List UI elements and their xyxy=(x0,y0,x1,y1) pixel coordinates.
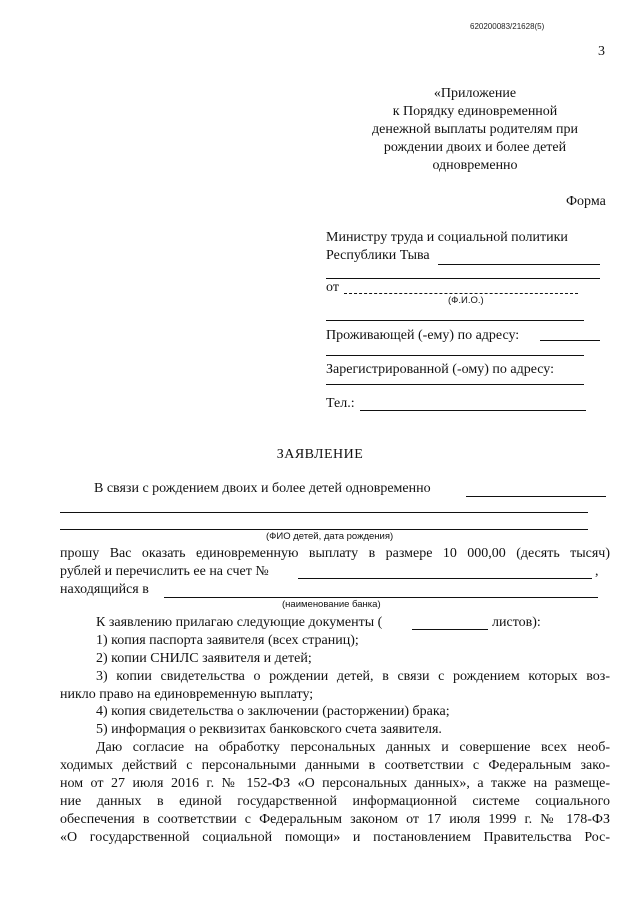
addressee-line-1: Министру труда и социальной политики xyxy=(326,230,568,245)
list-item: 4) копия свидетельства о заключении (расторжении) брака; xyxy=(96,704,450,719)
appendix-line-2: к Порядку единовременной xyxy=(392,104,558,119)
appendix-line-4: рождении двоих и более детей xyxy=(383,140,567,155)
children-caption: (ФИО детей, дата рождения) xyxy=(266,531,394,542)
consent-line: ном от 27 июля 2016 г. № 152-ФЗ «О персональных данных», а также на размеще- xyxy=(60,776,610,791)
page-number: 3 xyxy=(598,44,605,59)
attach-text-start: К заявлению прилагаю следующие документы ( xyxy=(96,615,383,630)
list-item: 1) копия паспорта заявителя (всех страниц); xyxy=(96,633,359,648)
list-item: никло право на единовременную выплату; xyxy=(60,687,314,702)
registered-field-line[interactable] xyxy=(326,384,584,385)
request-line-2-end: , xyxy=(595,564,599,579)
appendix-line-1: «Приложение xyxy=(433,86,517,101)
residing-field-line-2[interactable] xyxy=(326,355,584,356)
consent-line: ние данных в единой государственной информационной системе социального xyxy=(60,794,610,809)
consent-line: обеспечения в соответствии с Федеральным законом от 17 июля 1999 г. № 178-ФЗ xyxy=(60,812,610,827)
intro-field-line[interactable] xyxy=(466,496,606,497)
fio-field-line-2[interactable] xyxy=(326,320,584,321)
addressee-blank-line xyxy=(326,278,600,279)
sheets-count-line[interactable] xyxy=(412,629,488,630)
addressee-line-2: Республики Тыва xyxy=(326,248,430,263)
minister-name-line xyxy=(438,264,600,265)
list-item: 5) информация о реквизитах банковского счета заявителя. xyxy=(96,722,442,737)
request-line-3: находящийся в xyxy=(60,582,149,597)
form-label: Форма xyxy=(566,194,606,209)
children-field-line-2[interactable] xyxy=(60,529,588,530)
bank-field-line[interactable] xyxy=(164,597,598,598)
consent-line: Даю согласие на обработку персональных данных и совершение всех необ- xyxy=(96,740,610,755)
document-title: ЗАЯВЛЕНИЕ xyxy=(276,447,364,462)
phone-label: Тел.: xyxy=(326,396,355,411)
phone-field-line[interactable] xyxy=(360,410,586,411)
attach-text-end: листов): xyxy=(492,615,541,630)
appendix-line-3: денежной выплаты родителям при xyxy=(372,122,578,137)
consent-line: «О государственной социальной помощи» и постановлением Правительства Рос- xyxy=(60,830,610,845)
residing-field-line[interactable] xyxy=(540,340,600,341)
request-line-1: прошу Вас оказать единовременную выплату в размере 10 000,00 (десять тысяч) xyxy=(60,546,610,561)
account-field-line[interactable] xyxy=(298,578,592,579)
list-item: 3) копии свидетельства о рождении детей, в связи с рождением которых воз- xyxy=(96,669,610,684)
request-line-2: рублей и перечислить ее на счет № xyxy=(60,564,269,579)
consent-line: ходимых действий с персональными данными в соответствии с Федеральным зако- xyxy=(60,758,610,773)
appendix-line-5: одновременно xyxy=(432,158,518,173)
intro-text: В связи с рождением двоих и более детей одновременно xyxy=(94,481,431,496)
registered-label: Зарегистрированной (-ому) по адресу: xyxy=(326,362,554,377)
fio-field-line[interactable] xyxy=(344,293,578,294)
bank-caption: (наименование банка) xyxy=(282,599,381,610)
children-field-line-1[interactable] xyxy=(60,512,588,513)
document-code: 620200083/21628(5) xyxy=(470,22,545,31)
from-label: от xyxy=(326,280,339,295)
list-item: 2) копии СНИЛС заявителя и детей; xyxy=(96,651,312,666)
fio-caption: (Ф.И.О.) xyxy=(448,295,484,306)
residing-label: Проживающей (-ему) по адресу: xyxy=(326,328,520,343)
